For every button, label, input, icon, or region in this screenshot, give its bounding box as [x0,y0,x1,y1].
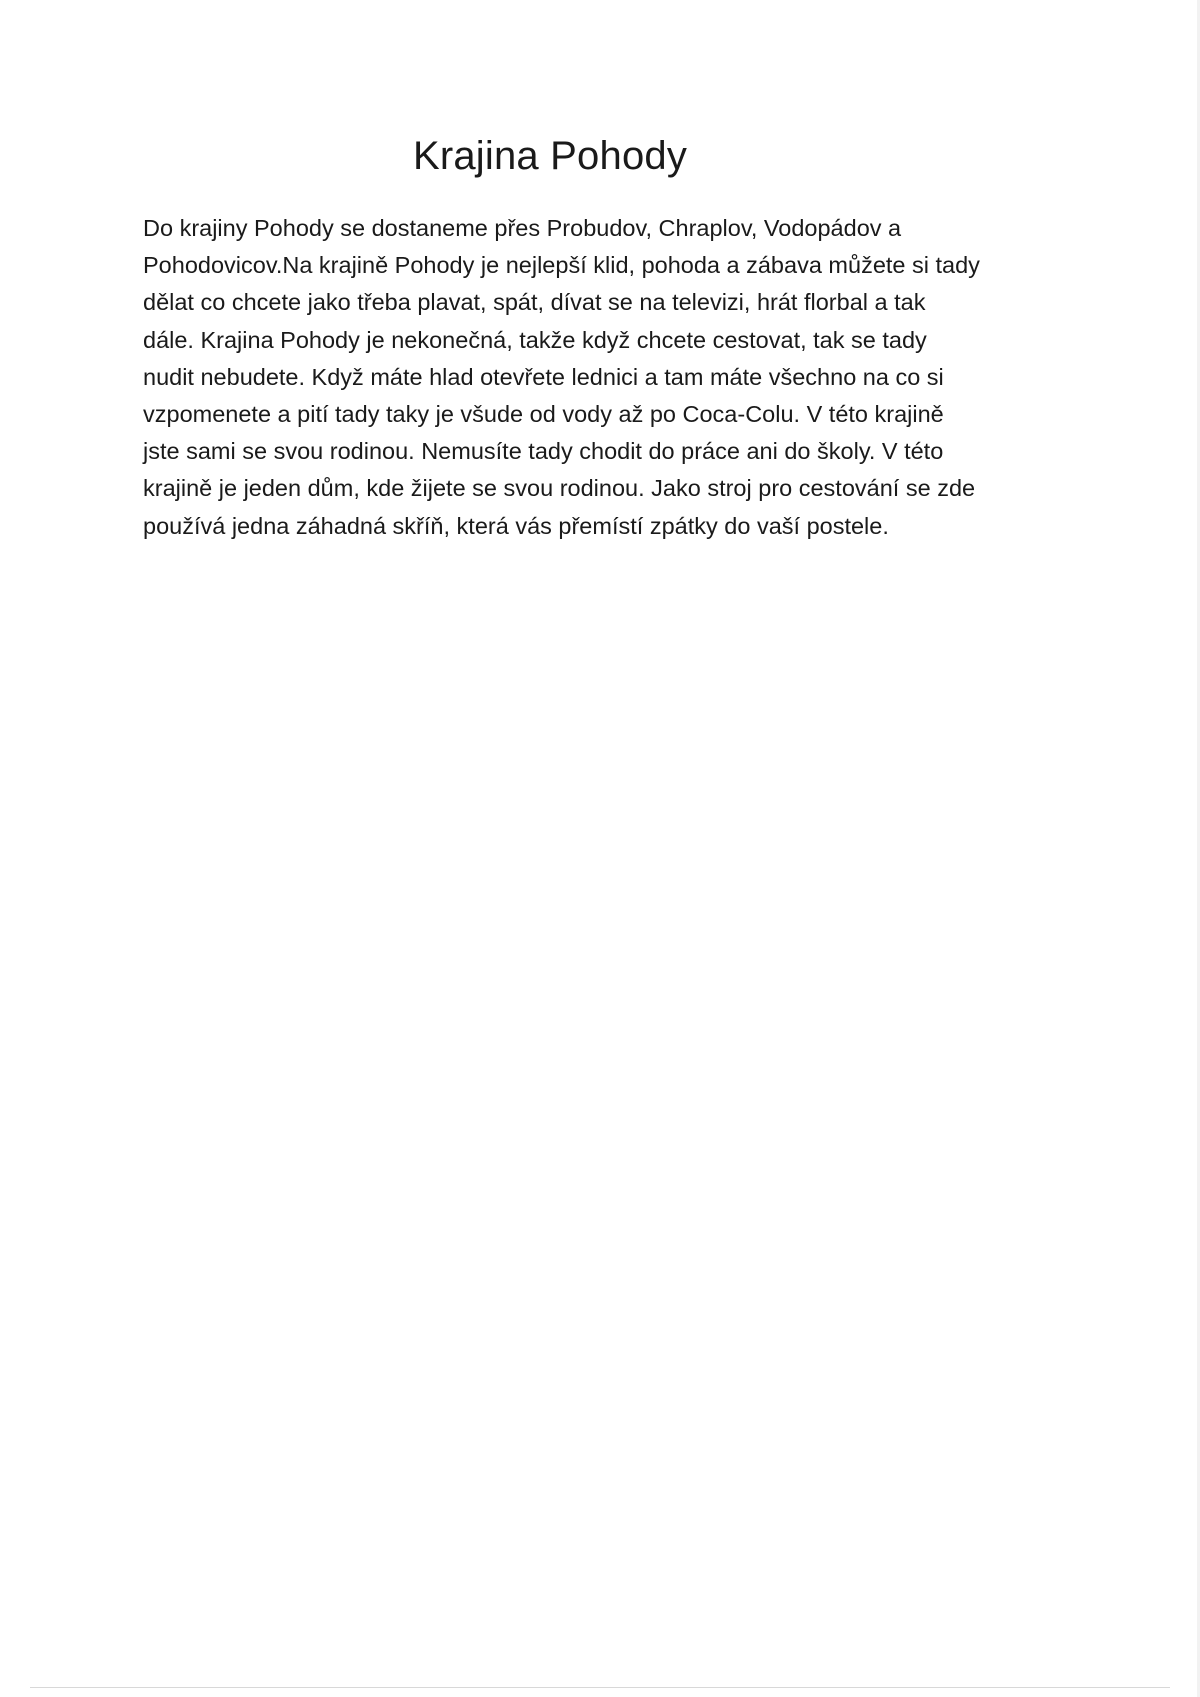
body-line: dále. Krajina Pohody je nekonečná, takže když chcete cestovat, tak se tady [143,326,927,353]
body-line: dělat co chcete jako třeba plavat, spát, dívat se na televizi, hrát florbal a tak [143,289,926,316]
body-line: Pohodovicov.Na krajině Pohody je nejlepší klid, pohoda a zábava můžete si tady [143,252,980,279]
document-body [143,210,1063,545]
document-title: Krajina Pohody [412,134,688,178]
body-line: krajině je jeden dům, kde žijete se svou rodinou. Jako stroj pro cestování se zde [143,475,976,502]
body-line: jste sami se svou rodinou. Nemusíte tady chodit do práce ani do školy. V této [143,438,944,465]
body-line: používá jedna záhadná skříň, která vás přemístí zpátky do vaší postele. [143,512,889,539]
body-line: Do krajiny Pohody se dostaneme přes Probudov, Chraplov, Vodopádov a [143,215,902,241]
body-line: vzpomenete a pití tady taky je všude od vody až po Coca-Colu. V této krajině [143,401,944,428]
body-line: nudit nebudete. Když máte hlad otevřete lednici a tam máte všechno na co si [143,363,944,390]
page-bottom-edge [30,1687,1170,1688]
